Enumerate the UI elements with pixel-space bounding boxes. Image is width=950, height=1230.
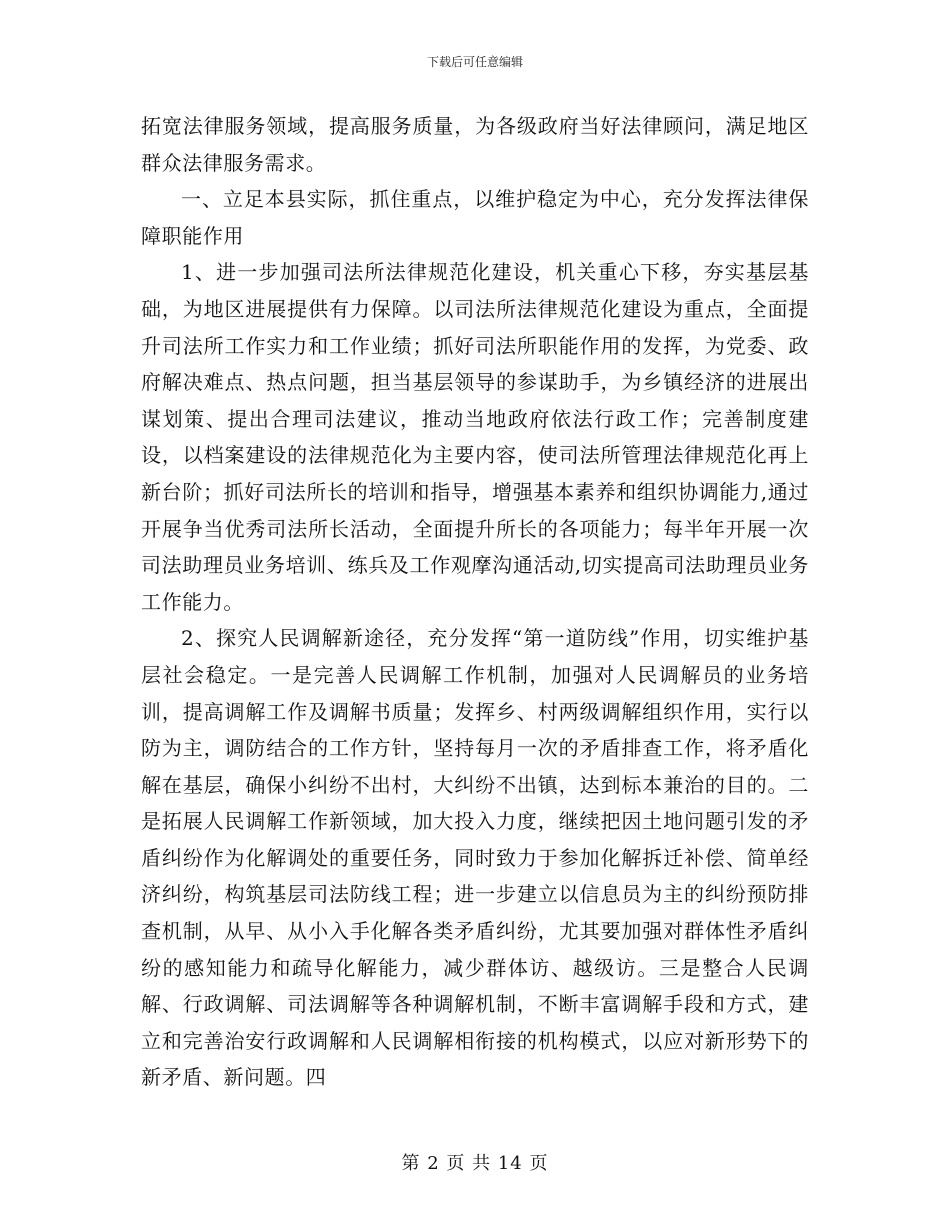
header-note: 下载后可任意编辑	[426, 55, 523, 69]
body-text	[141, 108, 809, 1096]
paragraph-3: 1、进一步加强司法所法律规范化建设，机关重心下移，夯实基层基础，为地区进展提供有力保障。以司法所法律规范化建设为重点，全面提升司法所工作实力和工作业绩；抓好司法所职能作用的发挥，为党委、政府解决难点、热点问题，担当基层领导的参谋助手，为乡镇经济的进展出谋划策、提出合理司法建议，推动当地政府依法行政工作；完善制度建设，以档案建设的法律规范化为主要内容，使司法所管理法律规范化再上新台阶；抓好司法所长的培训和指导，增强基本素养和组织协调能力,通过开展争当优秀司法所长活动，全面提升所长的各项能力；每半年开展一次司法助理员业务培训、练兵及工作观摩沟通活动,切实提高司法助理员业务工作能力。	[141, 260, 809, 614]
paragraph-1: 拓宽法律服务领域，提高服务质量，为各级政府当好法律顾问，满足地区群众法律服务需求。	[141, 114, 809, 175]
page-number-footer: 第 2 页 共 14 页	[401, 1153, 549, 1174]
paragraph-4: 2、探究人民调解新途径，充分发挥“第一道防线”作用，切实维护基层社会稳定。一是完善人民调解工作机制，加强对人民调解员的业务培训，提高调解工作及调解书质量；发挥乡、村两级调解组织作用，实行以防为主，调防结合的工作方针，坚持每月一次的矛盾排查工作，将矛盾化解在基层，确保小纠纷不出村，大纠纷不出镇，达到标本兼治的目的。二是拓展人民调解工作新领域，加大投入力度，继续把因土地问题引发的矛盾纠纷作为化解调处的重要任务，同时致力于参加化解拆迁补偿、简单经济纠纷，构筑基层司法防线工程；进一步建立以信息员为主的纠纷预防排查机制，从早、从小入手化解各类矛盾纠纷，尤其要加强对群体性矛盾纠纷的感知能力和疏导化解能力，减少群体访、越级访。三是整合人民调解、行政调解、司法调解等各种调解机制，不断丰富调解手段和方式，建立和完善治安行政调解和人民调解相衔接的机构模式，以应对新形势下的新矛盾、新问题。四	[141, 626, 809, 1090]
paragraph-2-heading: 一、立足本县实际，抓住重点，以维护稳定为中心，充分发挥法律保障职能作用	[141, 187, 809, 248]
